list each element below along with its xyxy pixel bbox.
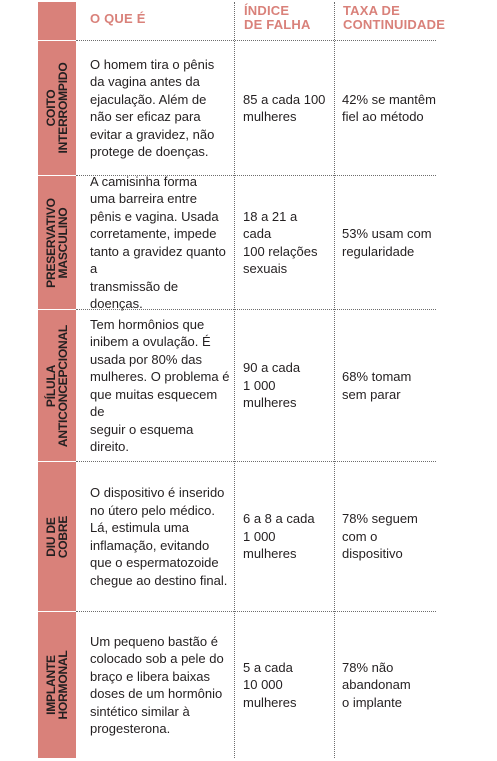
method-description: Um pequeno bastão é colocado sob a pele do braço e libera baixas doses de um hormônio sintético similar à progesterona. xyxy=(90,633,224,736)
method-failure-rate: 18 a 21 a cada 100 relações sexuais xyxy=(243,208,318,276)
method-continuity-rate: 78% não abandonam o implante xyxy=(342,659,411,710)
method-failure-rate: 90 a cada 1 000 mulheres xyxy=(243,360,301,411)
method-continuity-rate: 68% tomam sem parar xyxy=(342,369,412,402)
method-row-coito xyxy=(0,41,497,175)
method-continuity-rate: 42% se mantêm fiel ao método xyxy=(342,91,436,124)
method-failure-rate: 5 a cada 10 000 mulheres xyxy=(243,659,297,710)
method-label: PRESERVATIVO MASCULINO xyxy=(44,197,70,288)
header-what: O QUE É xyxy=(90,11,146,26)
method-row-diu xyxy=(0,462,497,611)
method-failure-rate: 6 a 8 a cada 1 000 mulheres xyxy=(243,511,315,562)
method-description: Tem hormônios que inibem a ovulação. É usada por 80% das mulheres. O problema é que muitas esquecem de seguir o esquema direito. xyxy=(90,316,230,454)
method-description: O homem tira o pênis da vagina antes da ejaculação. Além de não ser eficaz para evitar a gravidez, não protege de doenças. xyxy=(90,56,215,159)
method-row-pilula xyxy=(0,310,497,461)
method-continuity-rate: 53% usam com regularidade xyxy=(342,226,432,259)
method-failure-rate: 85 a cada 100 mulheres xyxy=(243,91,326,124)
method-continuity-rate: 78% seguem com o dispositivo xyxy=(342,511,418,562)
method-label: COITO INTERROMPIDO xyxy=(44,62,70,154)
method-label: DIU DE COBRE xyxy=(44,515,70,558)
header-failure-rate: ÍNDICE DE FALHA xyxy=(244,3,311,32)
method-description: A camisinha forma uma barreira entre pênis e vagina. Usada corretamente, impede tanto a gravidez quanto a transmissão de doenças. xyxy=(90,173,226,311)
method-label: IMPLANTE HORMONAL xyxy=(44,650,70,720)
method-row-preservativo xyxy=(0,173,497,311)
header-continuity-rate: TAXA DE CONTINUIDADE xyxy=(343,3,446,32)
method-description: O dispositivo é inserido no útero pelo médico. Lá, estimula uma inflamação, evitando que o espermatozoide chegue ao destino final. xyxy=(90,485,228,588)
method-row-implante xyxy=(0,612,497,758)
method-label: PÍLULA ANTICONCEPCIONAL xyxy=(44,324,70,447)
